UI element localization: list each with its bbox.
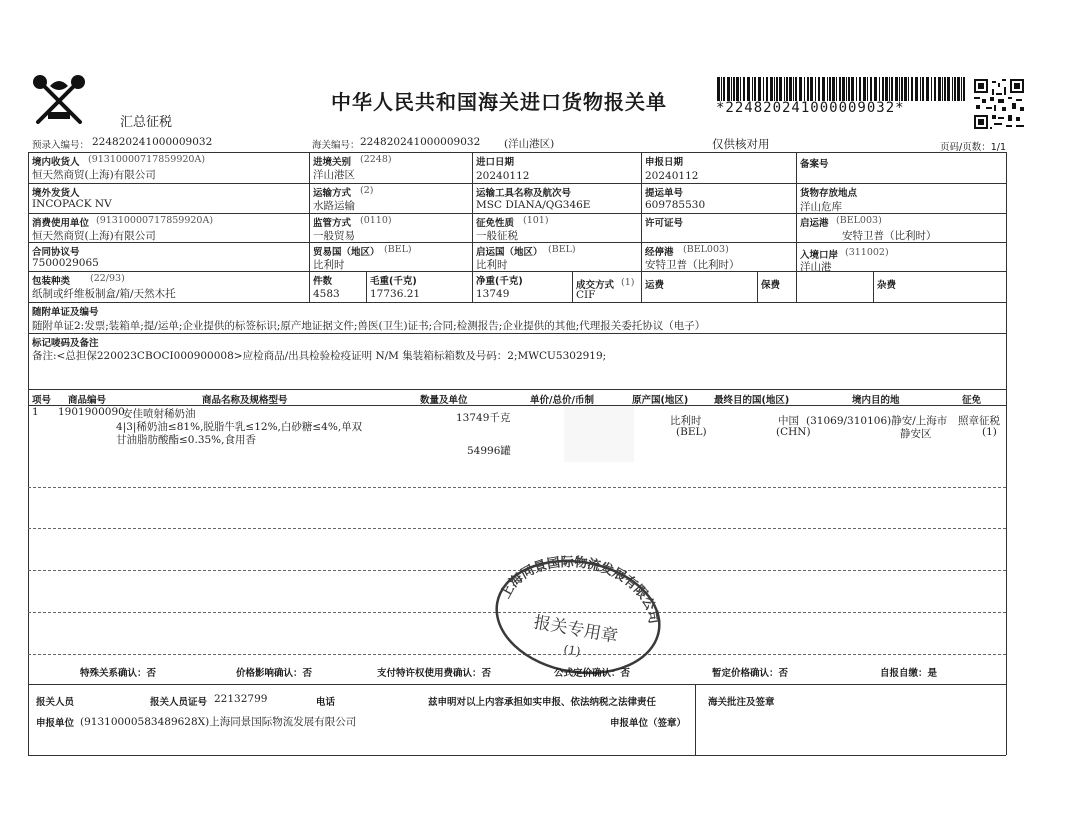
goods-name-line3: 甘油脂肪酸酯≤0.35%,食用香 (116, 434, 256, 446)
deal-label: 成交方式 (576, 280, 615, 291)
marks-value: 备注:<总担保220023CBOCI000900008>应检商品/出具检验检疫证明 N/M 集装箱标箱数及号码：2;MWCU5302919; (32, 350, 607, 362)
pieces-value: 4583 (313, 288, 340, 300)
declarant-cert-value: 22132799 (214, 693, 268, 705)
goods-levy-line2: (1) (982, 426, 997, 438)
col-item: 项号 (32, 395, 52, 406)
supervision-code: (0110) (360, 215, 392, 226)
confirm-special: 特殊关系确认：否 (80, 668, 157, 679)
storage-value: 洋山危库 (800, 201, 842, 213)
barcode-bar (851, 77, 854, 101)
entry-customs-label: 进境关别 (313, 157, 352, 168)
pieces-label: 件数 (313, 276, 333, 287)
declare-seal-label: 申报单位（签章） (610, 718, 687, 729)
svg-text:上海同景国际物流发展有限公司: 上海同景国际物流发展有限公司 (498, 555, 661, 625)
barcode-bar (727, 77, 730, 101)
depart-port-label: 启运港 (800, 218, 829, 229)
declare-unit-value: (913100005834896​28X)上海同景国际物流发展有限公司 (80, 716, 357, 728)
levy-label: 征免性质 (476, 218, 515, 229)
barcode-bar (766, 77, 768, 101)
net-value: 13749 (476, 288, 510, 300)
check-only: 仅供核对用 (712, 137, 770, 151)
barcode-bar (931, 77, 932, 101)
customs-remark-label: 海关批注及签章 (708, 697, 775, 708)
pack-label: 包装种类 (32, 276, 71, 287)
barcode-bar (754, 77, 756, 101)
page-number: 页码/页数：1/1 (940, 142, 1006, 153)
transport-label: 运输方式 (313, 188, 352, 199)
barcode-bar (848, 77, 850, 101)
barcode-bar (889, 77, 890, 101)
user-code: (91310000717859920A) (96, 215, 214, 226)
confirm-self-pay: 自报自缴：是 (880, 668, 938, 679)
page-title: 中华人民共和国海关进口货物报关单 (331, 90, 667, 114)
record-no-label: 备案号 (800, 159, 829, 170)
deal-code: (1) (621, 277, 635, 288)
phone-label: 电话 (316, 697, 336, 708)
entry-port-label: 入境口岸 (800, 250, 839, 261)
barcode-bar (863, 77, 866, 101)
declare-date-label: 申报日期 (645, 157, 684, 168)
origin-country-label: 启运国（地区） (476, 247, 543, 258)
confirm-provisional: 暂定价格确认：否 (712, 668, 789, 679)
contract-value: 7500029065 (32, 257, 99, 269)
goods-name-line2: 4|3|稀奶油≤81%,脱脂牛乳≤12%,白砂糖≤4%,单双 (116, 421, 363, 433)
confirm-price-effect: 价格影响确认：否 (236, 668, 313, 679)
barcode-bar (829, 77, 831, 101)
barcode-bar (836, 77, 837, 101)
deal-value: CIF (576, 289, 596, 301)
barcode-bar (874, 77, 877, 101)
gross-value: 17736.21 (370, 288, 421, 300)
marks-label: 标记唛码及备注 (32, 338, 99, 349)
origin-country-code: (BEL) (548, 244, 576, 255)
goods-domestic-line2: 静安区 (900, 428, 932, 440)
barcode-bar (942, 77, 943, 101)
col-name: 商品名称及规格型号 (202, 395, 288, 406)
goods-item: 1 (32, 406, 39, 418)
levy-code: (101) (523, 215, 549, 226)
barcode-bar (822, 77, 825, 101)
transit-port-label: 经停港 (645, 247, 674, 258)
pack-value: 纸制或纤维板制盒/箱/天然木托 (32, 288, 176, 300)
contract-label: 合同协议号 (32, 247, 80, 258)
barcode-bar (911, 77, 913, 101)
barcode-bar (879, 77, 880, 101)
declare-unit-label: 申报单位 (36, 718, 75, 729)
goods-origin-line2: (BEL) (676, 426, 707, 438)
barcode-bar (885, 77, 888, 101)
barcode-bar (779, 77, 782, 101)
barcode-bar (795, 77, 797, 101)
barcode-bar (908, 77, 909, 101)
origin-country-value: 比利时 (476, 259, 508, 271)
barcode-bar (789, 77, 792, 101)
supervision-value: 一般贸易 (313, 230, 355, 242)
barcode-bar (743, 77, 745, 101)
insurance-label: 保费 (761, 280, 781, 291)
col-qty: 数量及单位 (420, 395, 468, 406)
gross-label: 毛重(千克) (370, 276, 417, 287)
barcode-bar (793, 77, 794, 101)
barcode-bar (731, 77, 732, 101)
barcode-bar (904, 77, 907, 101)
col-origin: 原产国(地区) (632, 395, 689, 406)
goods-levy-line1: 照章征税 (958, 415, 1000, 427)
goods-qty-line2: 54996罐 (467, 445, 511, 457)
depart-port-value: 安特卫普（比利时） (842, 230, 937, 242)
entry-customs-value: 洋山港区 (313, 169, 355, 181)
goods-origin-line1: 比利时 (670, 415, 702, 427)
barcode-bar (954, 77, 956, 101)
barcode-bar (963, 77, 965, 101)
declarant-cert-label: 报关人员证号 (150, 697, 208, 708)
trade-country-value: 比利时 (313, 259, 345, 271)
customs-seal-stamp (488, 555, 668, 675)
depart-port-code: (BEL003) (836, 215, 882, 226)
barcode-bar (747, 77, 750, 101)
barcode-bar (899, 77, 900, 101)
barcode-bar (915, 77, 918, 101)
supervision-label: 监管方式 (313, 218, 352, 229)
barcode-bar (895, 77, 898, 101)
levy-value: 一般征税 (476, 230, 518, 242)
docs-label: 随附单证及编号 (32, 307, 99, 318)
barcode-bar (952, 77, 953, 101)
barcode-bar (856, 77, 857, 101)
barcode-bar (723, 77, 725, 101)
stamp-center-text: 报关专用章 (532, 612, 620, 648)
pack-code: (22/93) (90, 273, 125, 284)
customs-no: 224820241000009032 (360, 136, 481, 148)
consignee-value: 恒天然商贸(上海)有限公司 (32, 169, 156, 181)
col-price: 单价/总价/币制 (530, 395, 594, 406)
consignee-code: (91310000717859920A) (88, 154, 206, 165)
price-redacted (564, 406, 634, 462)
stamp-sub-text: (1) (562, 642, 582, 659)
barcode-bar (920, 77, 921, 101)
barcode-bar (867, 77, 868, 101)
port-name: (洋山港区) (504, 138, 555, 150)
declarant-label: 报关人员 (36, 697, 75, 708)
declare-date-value: 20240112 (645, 170, 699, 182)
trade-country-code: (BEL) (384, 244, 412, 255)
user-value: 恒天然商贸(上海)有限公司 (32, 230, 156, 242)
storage-label: 货物存放地点 (800, 188, 858, 199)
license-label: 许可证号 (645, 218, 684, 229)
goods-dest-line1: 中国 (778, 415, 799, 427)
legal-statement: 兹申明对以上内容承担如实申报、依法纳税之法律责任 (428, 697, 657, 708)
col-dest: 最终目的国(地区) (714, 395, 790, 406)
barcode-bar (947, 77, 950, 101)
barcode-icon (717, 77, 967, 101)
barcode-bar (926, 77, 929, 101)
barcode (717, 77, 967, 101)
transport-value: 水路运输 (313, 200, 355, 212)
barcode-bar (938, 77, 941, 101)
vessel-label: 运输工具名称及航次号 (476, 188, 572, 199)
confirm-formula: 公式定价确认：否 (554, 668, 631, 679)
vessel-value: MSC DIANA/QG346E (476, 199, 591, 211)
goods-code: 1901900090 (58, 406, 125, 418)
transit-port-value: 安特卫普（比利时） (645, 259, 740, 271)
goods-name-line1: 安佳喷射稀奶油 (122, 408, 196, 420)
shipper-value: INCOPACK NV (32, 198, 112, 210)
barcode-bar (870, 77, 872, 101)
barcode-bar (758, 77, 761, 101)
transit-port-code: (BEL003) (683, 244, 729, 255)
barcode-bar (961, 77, 962, 101)
barcode-bar (733, 77, 735, 101)
customs-emblem-icon (28, 72, 90, 130)
barcode-bar (784, 77, 785, 101)
shipper-label: 境外发货人 (32, 188, 80, 199)
docs-value: 随附单证2:发票;装箱单;提/运单;企业提供的标签标识;原产地证据文件;兽医(卫生)证书;合同;检测报告;企业提供的其他;代理报关委托协议（电子） (32, 320, 706, 332)
barcode-bar (839, 77, 841, 101)
barcode-bar (944, 77, 946, 101)
barcode-bar (717, 77, 720, 101)
barcode-bar (922, 77, 924, 101)
barcode-text: *22482024100000903​2* (716, 100, 905, 116)
col-levy: 征免 (962, 395, 982, 406)
freight-label: 运费 (645, 280, 665, 291)
barcode-bar (846, 77, 847, 101)
customs-no-label: 海关编号： (312, 140, 360, 151)
barcode-bar (810, 77, 813, 101)
barcode-bar (815, 77, 816, 101)
barcode-bar (827, 77, 828, 101)
bl-value: 609785530 (645, 199, 706, 211)
barcode-bar (842, 77, 845, 101)
seal-stamp-icon (488, 555, 668, 675)
goods-dest-line2: (CHN) (776, 426, 811, 438)
goods-domestic-line1: (31069/310106)静安/上海市 (806, 415, 948, 427)
barcode-bar (776, 77, 778, 101)
barcode-bar (799, 77, 802, 101)
barcode-bar (774, 77, 775, 101)
barcode-bar (882, 77, 884, 101)
bl-label: 提运单号 (645, 188, 684, 199)
transport-code: (2) (360, 185, 374, 196)
import-date-label: 进口日期 (476, 157, 515, 168)
barcode-bar (807, 77, 809, 101)
barcode-bar (934, 77, 936, 101)
barcode-bar (832, 77, 835, 101)
barcode-bar (818, 77, 820, 101)
goods-qty-line1: 13749千克 (456, 412, 511, 424)
barcode-bar (786, 77, 788, 101)
qr-code (974, 79, 1024, 129)
tax-mode: 汇总征税 (120, 115, 173, 130)
barcode-bar (770, 77, 773, 101)
customs-emblem (28, 72, 90, 130)
misc-label: 杂费 (877, 280, 897, 291)
net-label: 净重(千克) (476, 276, 523, 287)
col-domestic: 境内目的地 (852, 395, 900, 406)
barcode-bar (721, 77, 722, 101)
barcode-bar (752, 77, 753, 101)
barcode-bar (736, 77, 739, 101)
col-code: 商品编号 (68, 395, 107, 406)
pre-entry-no: 224820241000009032 (92, 136, 213, 148)
user-label: 消费使用单位 (32, 218, 90, 229)
entry-port-code: (311002) (845, 247, 889, 258)
entry-customs-code: (2248) (360, 154, 392, 165)
barcode-bar (740, 77, 741, 101)
barcode-bar (804, 77, 805, 101)
entry-port-value: 洋山港 (800, 261, 832, 273)
qr-code-icon (974, 79, 1024, 129)
barcode-bar (957, 77, 960, 101)
pre-entry-label: 预录入编号： (32, 140, 90, 151)
confirm-royalty: 支付特许权使用费确认：否 (377, 668, 492, 679)
consignee-label: 境内收货人 (32, 157, 80, 168)
barcode-bar (891, 77, 893, 101)
barcode-bar (901, 77, 903, 101)
barcode-bar (859, 77, 861, 101)
barcode-bar (763, 77, 764, 101)
import-date-value: 20240112 (476, 170, 530, 182)
trade-country-label: 贸易国（地区） (313, 247, 380, 258)
